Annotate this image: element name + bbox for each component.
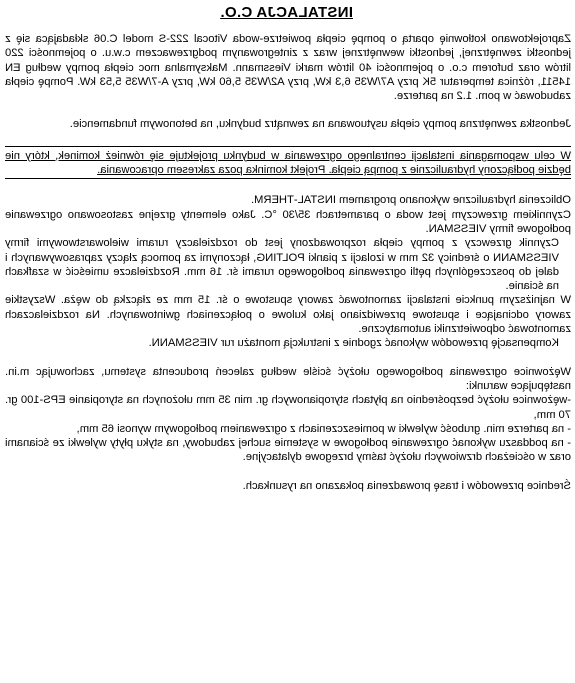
spacer — [5, 132, 571, 146]
paragraph-calculations: Obliczenia hydrauliczne wykonano programem INSTAL-THERM. — [251, 194, 571, 207]
spacer — [5, 351, 571, 365]
document-content — [5, 4, 571, 493]
paragraph-compensation: Kompensację przewodów wykonać zgodnie z instrukcją montażu rur VIESSMANN. — [148, 337, 559, 350]
bullet-item-3: - na poddaszu wykonać ogrzewanie podłogowe w systemie suchej zabudowy, na styku płyty wylewki ze ścianami oraz w ościeżach drzwiowych ułożyć taśmy brzegowe dylatacyjne. — [5, 437, 571, 464]
paragraph-fireplace: W celu wspomagania instalacji centralnego ogrzewania w budynku projektuje się również kominek, który nie będzie podłączony hydraulicznie z pompą ciepła. Projekt kominka poza zakresem opracowania. — [5, 149, 571, 177]
paragraph-heating-medium: Czynnikiem grzewczym jest woda o parametrach 35/30 °C. Jako elementy grzejne zastosowano ogrzewanie podłogowe firmy VIESSMAN. — [5, 208, 571, 235]
paragraph-heat-pump: Zaprojektowano kotłownię opartą o pompę ciepła powietrze-woda Vitocal 222-S model C.06 składająca się z jednostki zewnętrznej, jednostki wewnętrznej wraz z zintegrowanym podgrzewaczem c.w.u. o pojemności 220 litrów oraz buforem c.o. o pojemności 40 litrów marki Viessmann. Maksymalna moc ciepła pompy według EN 14511, różnica temperatur 5K przy A7/W35 6,3 kW, przy A2/W35 5,60 kW, przy A-7/W35 5,53 kW. Pompę ciepła zabudować w pom. 1.2 na parterze. — [5, 33, 571, 103]
paragraph-drain-valves: W najniższym punkcie instalacji zamontować zawory spustowe o śr. 15 mm ze złączką do węża. Wszystkie zawory odcinające i spustowe przewidziano jako kulowe o połączeniach gwintowanych. Na rozdzielaczach zamontować odpowietrzniki automatyczne. — [5, 294, 571, 336]
paragraph-distribution: Czynnik grzewczy z pompy ciepła rozprowadzony jest do rozdzielaczy rurami wielowarstwowymi firmy VIESSMANN o średnicy 32 mm w izolacji z pianki POLTING, łączonymi za pomocą złączy zaprasowywanych i dalej do poszczególnych pętli ogrzewania podłogowego rurami śr. 16 mm. Rozdzielacze umieścić w szafkach na ścianie. — [5, 237, 559, 293]
spacer — [5, 179, 571, 193]
bullet-item-1: -wężownice ułożyć bezpośrednio na płytach styropianowych gr. min 35 mm ułożonych na styropianie EPS-100 gr. 70 mm, — [5, 394, 571, 421]
spacer — [5, 465, 571, 479]
paragraph-diameters: Średnice przewodów i trasę prowadzenia pokazano na rysunkach. — [242, 479, 571, 492]
spacer — [5, 103, 571, 117]
document-title: INSTALACJA C.O. — [220, 4, 353, 21]
paragraph-floor-coils: Wężownice ogrzewania podłogowego ułożyć ściśle według zaleceń producenta systemu, zachowując m.in. następujące warunki: — [5, 365, 571, 392]
paragraph-outdoor-unit: Jednostka zewnętrzna pompy ciepła usytuowana na zewnątrz budynku, na betonowym fundamencie. — [69, 118, 571, 131]
fireplace-note-box — [5, 146, 571, 180]
bullet-item-2: - na parterze min. grubość wylewki w pomieszczeniach z ogrzewaniem podłogowym wynosi 65 mm, — [76, 422, 571, 435]
